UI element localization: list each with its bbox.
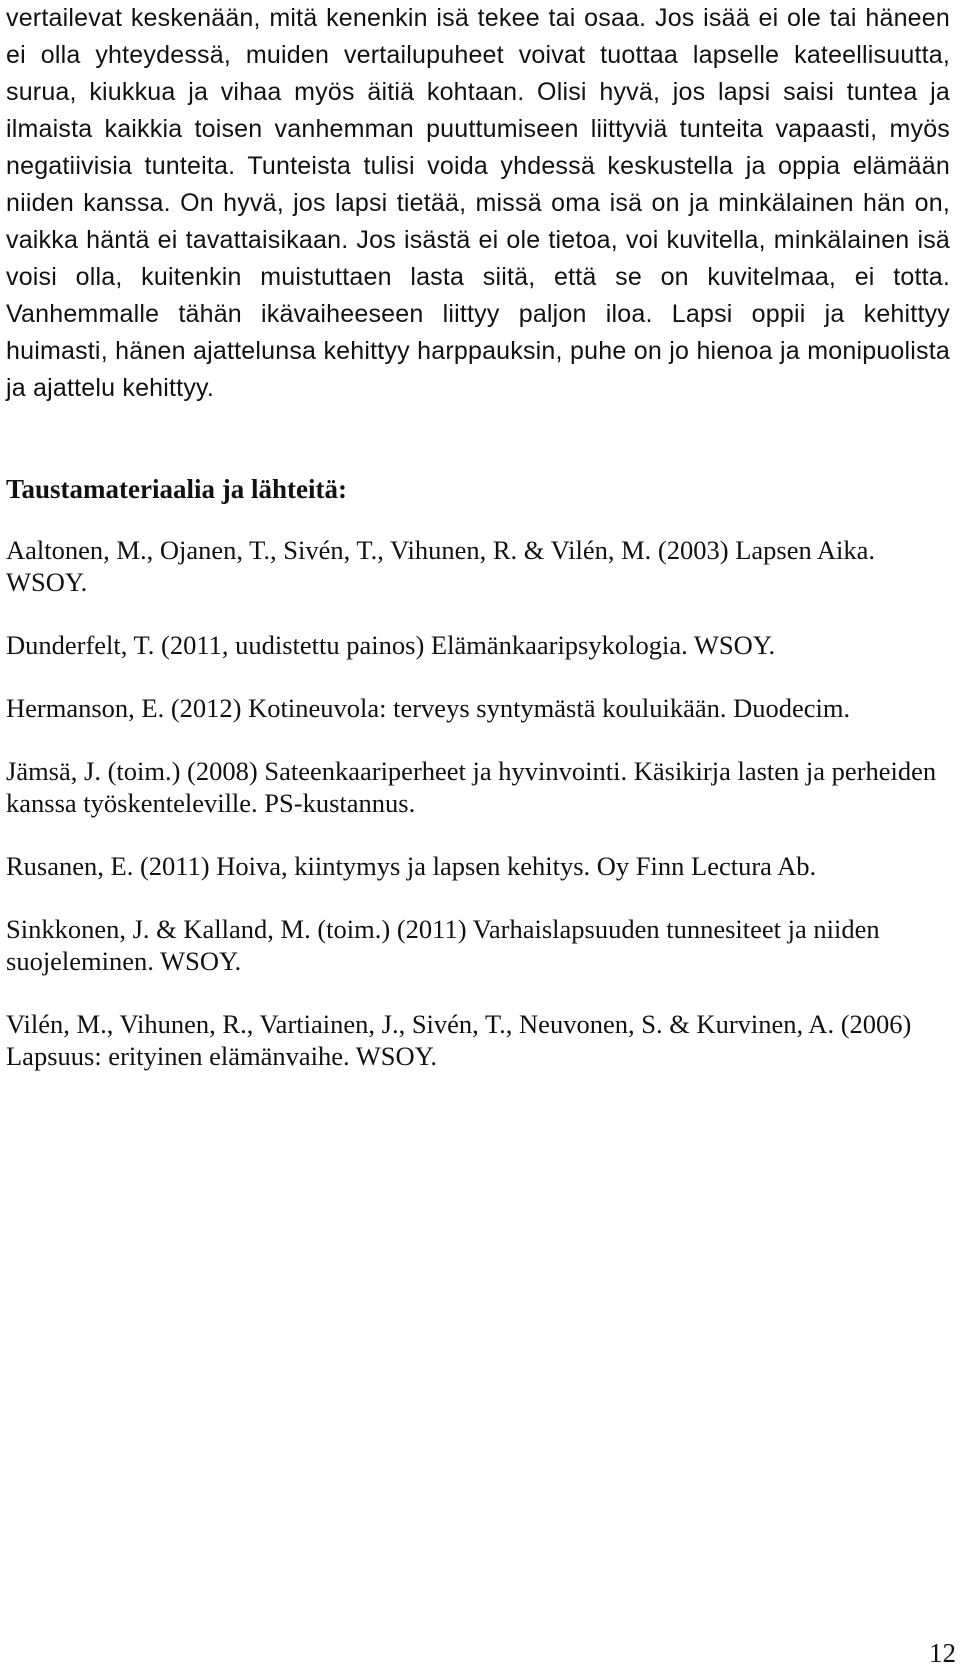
- reference-item: Vilén, M., Vihunen, R., Vartiainen, J., Sivén, T., Neuvonen, S. & Kurvinen, A. (2006) Lapsuus: erityinen elämänvaihe. WSOY.: [6, 1009, 912, 1071]
- section-heading: Taustamateriaalia ja lähteitä:: [6, 474, 347, 504]
- reference-item: Jämsä, J. (toim.) (2008) Sateenkaariperheet ja hyvinvointi. Käsikirja lasten ja perheiden kanssa työskenteleville. PS-kustannus.: [6, 756, 937, 818]
- reference-item: Sinkkonen, J. & Kalland, M. (toim.) (2011) Varhaislapsuuden tunnesiteet ja niiden suojeleminen. WSOY.: [6, 914, 880, 976]
- reference-item: Dunderfelt, T. (2011, uudistettu painos) Elämänkaaripsykologia. WSOY.: [6, 630, 776, 660]
- reference-item: Hermanson, E. (2012) Kotineuvola: terveys syntymästä kouluikään. Duodecim.: [6, 693, 851, 723]
- body-paragraph: vertailevat keskenään, mitä kenenkin isä tekee tai osaa. Jos isää ei ole tai häneen ei olla yhteydessä, muiden vertailupuheet voivat tuottaa lapselle kateellisuutta, surua, kiukkua ja vihaa myös äitiä kohtaan. Olisi hyvä, jos lapsi saisi tuntea ja ilmaista kaikkia toisen vanhemman puuttumiseen liittyviä tunteita vapaasti, myös negatiivisia tunteita. Tunteista tulisi voida yhdessä keskustella ja oppia elämään niiden kanssa. On hyvä, jos lapsi tietää, missä oma isä on ja minkälainen hän on, vaikka häntä ei tavattaisikaan. Jos isästä ei ole tietoa, voi kuvitella, minkälainen isä voisi olla, kuitenkin muistuttaen lasta siitä, että se on kuvitelmaa, ei totta. Vanhemmalle tähän ikävaiheeseen liittyy paljon iloa. Lapsi oppii ja kehittyy huimasti, hänen ajattelunsa kehittyy harppauksin, puhe on jo hienoa ja monipuolista ja ajattelu kehittyy.: [6, 4, 950, 402]
- reference-list: [6, 534, 946, 1103]
- page-number: 12: [929, 1638, 956, 1668]
- reference-item: Aaltonen, M., Ojanen, T., Sivén, T., Vihunen, R. & Vilén, M. (2003) Lapsen Aika. WSOY.: [6, 535, 876, 597]
- reference-item: Rusanen, E. (2011) Hoiva, kiintymys ja lapsen kehitys. Oy Finn Lectura Ab.: [6, 851, 817, 881]
